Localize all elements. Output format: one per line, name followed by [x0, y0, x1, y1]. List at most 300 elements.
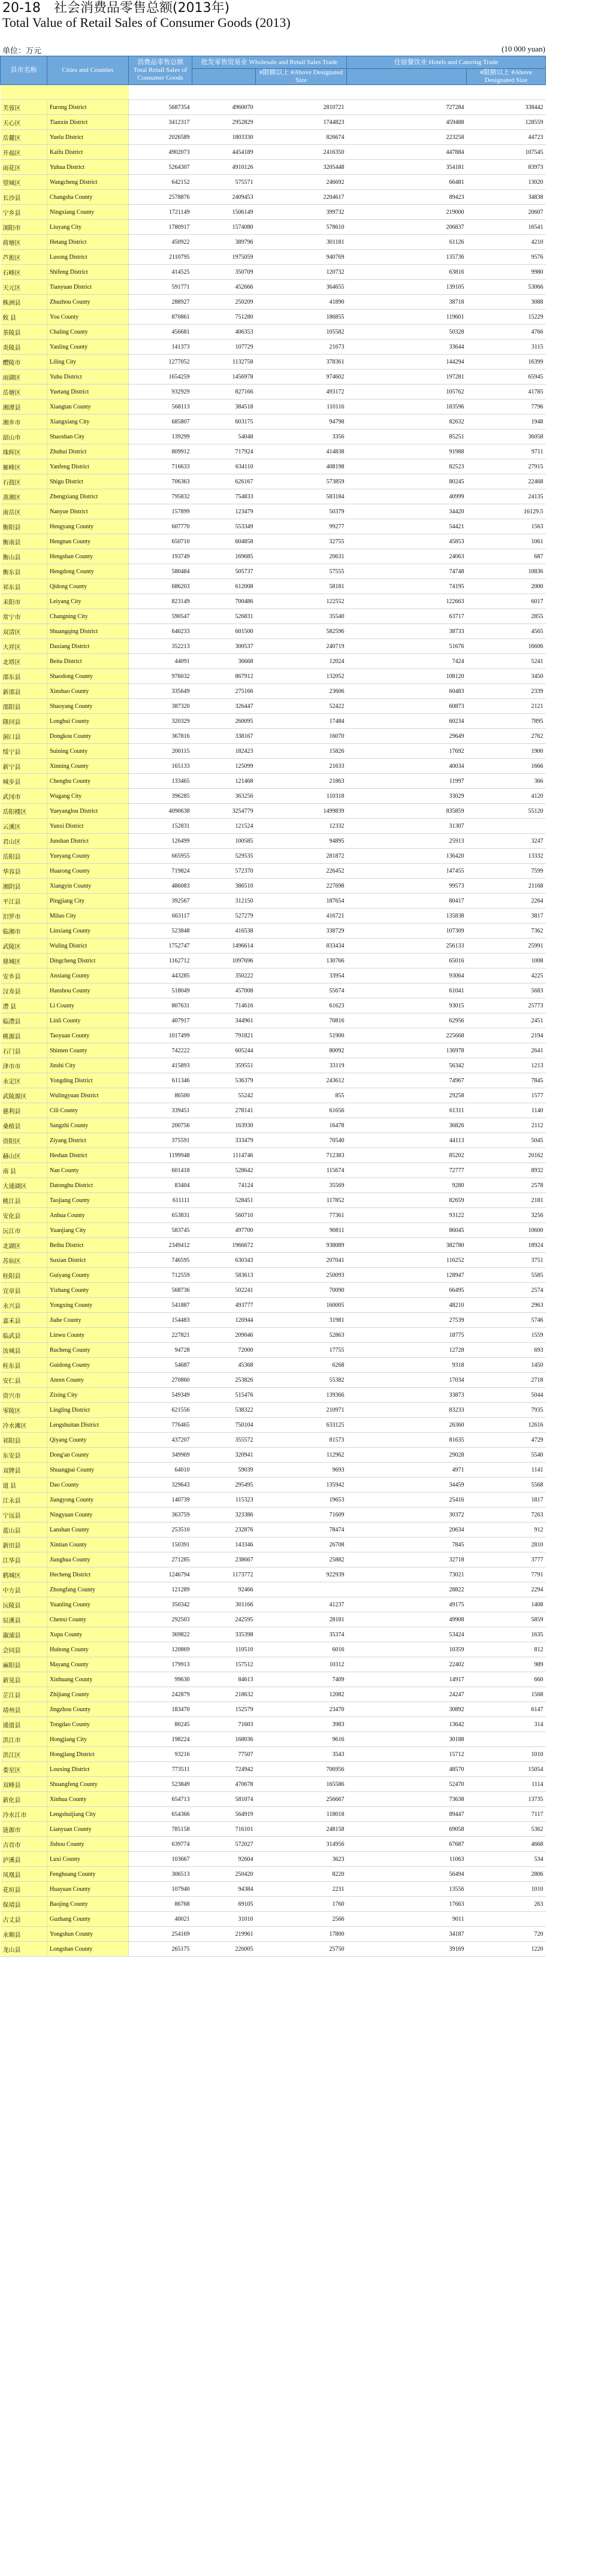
- total-retail-value: 80245: [129, 1717, 192, 1732]
- wholesale-above-quota-value: 226452: [256, 864, 347, 879]
- wholesale-above-quota-value: 32755: [256, 534, 347, 549]
- county-name-zh: 赫山区: [1, 1148, 47, 1163]
- county-name-zh: 芷江县: [1, 1687, 47, 1702]
- hotel-above-quota-value: 1140: [467, 1103, 546, 1118]
- county-name-zh: 武陵区: [1, 939, 47, 953]
- wholesale-retail-value: 406353: [192, 325, 256, 340]
- county-name-zh: 临武县: [1, 1328, 47, 1343]
- hotel-above-quota-value: 7796: [467, 399, 546, 414]
- total-retail-value: 443285: [129, 968, 192, 983]
- total-retail-value: 86500: [129, 1088, 192, 1103]
- table-row: [1, 1403, 546, 1418]
- county-name-zh: 攸 县: [1, 310, 47, 325]
- total-retail-value: 686203: [129, 579, 192, 594]
- wholesale-above-quota-value: 974602: [256, 370, 347, 385]
- total-retail-value: 1162712: [129, 953, 192, 968]
- hotel-catering-value: 11997: [347, 774, 467, 789]
- hotel-catering-value: 36826: [347, 1118, 467, 1133]
- table-row: [1, 1088, 546, 1103]
- hotel-above-quota-value: 2963: [467, 1298, 546, 1313]
- table-row: [1, 370, 546, 385]
- total-retail-value: 1246794: [129, 1567, 192, 1582]
- wholesale-above-quota-value: 55382: [256, 1373, 347, 1388]
- county-name-zh: 娄星区: [1, 1762, 47, 1777]
- wholesale-retail-value: 564919: [192, 1807, 256, 1822]
- table-row: [1, 1148, 546, 1163]
- table-row: [1, 1852, 546, 1867]
- wholesale-retail-value: 232876: [192, 1522, 256, 1537]
- hotel-above-quota-value: 7599: [467, 864, 546, 879]
- hotel-above-quota-value: 13332: [467, 849, 546, 864]
- county-name-en: Jiangyong County: [47, 1493, 129, 1508]
- wholesale-retail-value: 502241: [192, 1283, 256, 1298]
- hotel-above-quota-value: 1900: [467, 744, 546, 759]
- county-name-zh: 蒸湘区: [1, 489, 47, 504]
- county-name-zh: 宁远县: [1, 1508, 47, 1522]
- county-name-zh: 溆浦县: [1, 1627, 47, 1642]
- total-retail-value: 591771: [129, 280, 192, 295]
- county-name-zh: 安乡县: [1, 968, 47, 983]
- hotel-above-quota-value: 4120: [467, 789, 546, 804]
- hotel-above-quota-value: 34838: [467, 190, 546, 205]
- county-name-en: Yuanjiang City: [47, 1223, 129, 1238]
- wholesale-above-quota-value: 71609: [256, 1508, 347, 1522]
- hotel-catering-value: 50328: [347, 325, 467, 340]
- table-row: [1, 639, 546, 654]
- hotel-above-quota-value: 989: [467, 1657, 546, 1672]
- county-name-zh: 零陵区: [1, 1403, 47, 1418]
- total-retail-value: 367816: [129, 729, 192, 744]
- wholesale-above-quota-value: 2566: [256, 1912, 347, 1927]
- county-name-zh: 桃源县: [1, 1028, 47, 1043]
- table-row: [1, 1328, 546, 1343]
- table-row: [1, 325, 546, 340]
- page-title-en: Total Value of Retail Sales of Consumer Goods (2013): [2, 15, 291, 30]
- county-name-en: Leiyang City: [47, 594, 129, 609]
- total-retail-value: 776465: [129, 1418, 192, 1433]
- wholesale-above-quota-value: 160005: [256, 1298, 347, 1313]
- county-name-en: Linli County: [47, 1013, 129, 1028]
- county-name-en: Chengbu County: [47, 774, 129, 789]
- table-row: [1, 504, 546, 519]
- hotel-catering-value: 82523: [347, 459, 467, 474]
- wholesale-above-quota-value: 826674: [256, 130, 347, 145]
- hotel-above-quota-value: 912: [467, 1522, 546, 1537]
- wholesale-retail-value: 4960070: [192, 100, 256, 115]
- county-name-en: Hetang District: [47, 235, 129, 250]
- hotel-above-quota-value: 2264: [467, 894, 546, 909]
- hotel-above-quota-value: 1408: [467, 1597, 546, 1612]
- table-row: [1, 654, 546, 669]
- county-name-en: Heshan District: [47, 1148, 129, 1163]
- total-retail-value: 242879: [129, 1687, 192, 1702]
- county-name-en: Yunxi District: [47, 819, 129, 834]
- table-row: [1, 939, 546, 953]
- table-row: [1, 1238, 546, 1253]
- table-row: [1, 1522, 546, 1537]
- total-retail-value: 719824: [129, 864, 192, 879]
- wholesale-above-quota-value: 90811: [256, 1223, 347, 1238]
- county-name-en: Miluo City: [47, 909, 129, 924]
- wholesale-retail-value: 152579: [192, 1702, 256, 1717]
- hotel-catering-value: 85202: [347, 1148, 467, 1163]
- county-name-en: Wugang City: [47, 789, 129, 804]
- hotel-catering-value: 82632: [347, 414, 467, 429]
- total-retail-value: 120869: [129, 1642, 192, 1657]
- hotel-above-quota-value: 8932: [467, 1163, 546, 1178]
- wholesale-retail-value: 529535: [192, 849, 256, 864]
- county-name-en: Louxing District: [47, 1762, 129, 1777]
- county-name-en: Huitong County: [47, 1642, 129, 1657]
- total-retail-value: 523849: [129, 1777, 192, 1792]
- county-name-zh: 望城区: [1, 175, 47, 190]
- hotel-catering-value: 61126: [347, 235, 467, 250]
- hotel-above-quota-value: 2121: [467, 699, 546, 714]
- total-retail-value: 621556: [129, 1403, 192, 1418]
- total-retail-value: 2578876: [129, 190, 192, 205]
- hotel-above-quota-value: 2451: [467, 1013, 546, 1028]
- hotel-catering-value: 30892: [347, 1702, 467, 1717]
- table-row: [1, 1463, 546, 1478]
- hotel-above-quota-value: 15229: [467, 310, 546, 325]
- wholesale-retail-value: 1114746: [192, 1148, 256, 1163]
- wholesale-retail-value: 359551: [192, 1058, 256, 1073]
- total-retail-value: 103667: [129, 1852, 192, 1867]
- wholesale-retail-value: 626167: [192, 474, 256, 489]
- wholesale-above-quota-value: 9616: [256, 1732, 347, 1747]
- table-row: [1, 1283, 546, 1298]
- hotel-above-quota-value: 3247: [467, 834, 546, 849]
- hotel-above-quota-value: 1948: [467, 414, 546, 429]
- wholesale-retail-value: 572027: [192, 1837, 256, 1852]
- table-row: [1, 1208, 546, 1223]
- hotel-catering-value: 27539: [347, 1313, 467, 1328]
- hotel-above-quota-value: 2194: [467, 1028, 546, 1043]
- table-row: [1, 1777, 546, 1792]
- table-row: [1, 444, 546, 459]
- wholesale-retail-value: 253826: [192, 1373, 256, 1388]
- total-retail-value: 712559: [129, 1268, 192, 1283]
- wholesale-retail-value: 3254779: [192, 804, 256, 819]
- header-hotel-group: 住宿餐饮业 Hotels and Catering Trade: [347, 56, 546, 69]
- wholesale-above-quota-value: 416721: [256, 909, 347, 924]
- hotel-above-quota-value: 3088: [467, 295, 546, 310]
- hotel-above-quota-value: 2181: [467, 1193, 546, 1208]
- header-hotel-total: [347, 69, 467, 85]
- wholesale-retail-value: 363256: [192, 789, 256, 804]
- total-retail-value: 716633: [129, 459, 192, 474]
- hotel-catering-value: 22402: [347, 1657, 467, 1672]
- table-row: [1, 295, 546, 310]
- hotel-catering-value: 223258: [347, 130, 467, 145]
- wholesale-above-quota-value: 378361: [256, 355, 347, 370]
- hotel-catering-value: 128947: [347, 1268, 467, 1283]
- table-row: [1, 1792, 546, 1807]
- hotel-catering-value: 183596: [347, 399, 467, 414]
- wholesale-retail-value: 218632: [192, 1687, 256, 1702]
- wholesale-above-quota-value: 210971: [256, 1403, 347, 1418]
- hotel-catering-value: 197281: [347, 370, 467, 385]
- county-name-en: Yanfeng District: [47, 459, 129, 474]
- total-retail-value: 5687354: [129, 100, 192, 115]
- total-retail-value: 363759: [129, 1508, 192, 1522]
- wholesale-retail-value: 59039: [192, 1463, 256, 1478]
- table-row: [1, 385, 546, 399]
- county-name-zh: 花垣县: [1, 1882, 47, 1897]
- county-name-en: Shuangpai County: [47, 1463, 129, 1478]
- county-name-zh: 湘阴县: [1, 879, 47, 894]
- hotel-catering-value: 74748: [347, 564, 467, 579]
- wholesale-retail-value: 2952829: [192, 115, 256, 130]
- total-retail-value: 253510: [129, 1522, 192, 1537]
- county-name-zh: 东安县: [1, 1448, 47, 1463]
- hotel-catering-value: 66481: [347, 175, 467, 190]
- wholesale-above-quota-value: 399732: [256, 205, 347, 220]
- wholesale-above-quota-value: 408198: [256, 459, 347, 474]
- county-name-en: Shimen County: [47, 1043, 129, 1058]
- total-retail-value: 107940: [129, 1882, 192, 1897]
- hotel-above-quota-value: 1213: [467, 1058, 546, 1073]
- county-name-zh: 珠晖区: [1, 444, 47, 459]
- wholesale-above-quota-value: 256667: [256, 1792, 347, 1807]
- hotel-above-quota-value: 7935: [467, 1403, 546, 1418]
- county-name-en: Changsha County: [47, 190, 129, 205]
- total-retail-value: 870861: [129, 310, 192, 325]
- hotel-catering-value: 139105: [347, 280, 467, 295]
- wholesale-retail-value: 121524: [192, 819, 256, 834]
- hotel-catering-value: 13642: [347, 1717, 467, 1732]
- hotel-above-quota-value: 9980: [467, 265, 546, 280]
- hotel-above-quota-value: 534: [467, 1852, 546, 1867]
- wholesale-retail-value: 505737: [192, 564, 256, 579]
- header-hotel-above-quota: #限额以上 #Above Designated Size: [467, 69, 546, 85]
- hotel-catering-value: 105762: [347, 385, 467, 399]
- table-row: [1, 1912, 546, 1927]
- county-name-zh: 洞口县: [1, 729, 47, 744]
- total-retail-value: 639774: [129, 1837, 192, 1852]
- hotel-above-quota-value: 3450: [467, 669, 546, 684]
- hotel-catering-value: 51676: [347, 639, 467, 654]
- wholesale-above-quota-value: 21673: [256, 340, 347, 355]
- hotel-above-quota-value: 9711: [467, 444, 546, 459]
- wholesale-retail-value: 1506149: [192, 205, 256, 220]
- hotel-above-quota-value: 15054: [467, 1762, 546, 1777]
- wholesale-retail-value: 560710: [192, 1208, 256, 1223]
- county-name-en: Fenghuang County: [47, 1867, 129, 1882]
- table-row: [1, 1822, 546, 1837]
- total-retail-value: 54687: [129, 1358, 192, 1373]
- wholesale-above-quota-value: 70090: [256, 1283, 347, 1298]
- hotel-above-quota-value: 3751: [467, 1253, 546, 1268]
- county-name-en: Rucheng County: [47, 1343, 129, 1358]
- hotel-catering-value: 18775: [347, 1328, 467, 1343]
- wholesale-retail-value: 700486: [192, 594, 256, 609]
- hotel-catering-value: 135838: [347, 909, 467, 924]
- county-name-en: Hengyang County: [47, 519, 129, 534]
- county-name-en: You County: [47, 310, 129, 325]
- wholesale-retail-value: 219961: [192, 1927, 256, 1942]
- hotel-catering-value: 17034: [347, 1373, 467, 1388]
- wholesale-above-quota-value: [256, 1582, 347, 1597]
- county-name-zh: 凤凰县: [1, 1867, 47, 1882]
- wholesale-above-quota-value: 2204617: [256, 190, 347, 205]
- total-retail-value: 40021: [129, 1912, 192, 1927]
- hotel-above-quota-value: 55120: [467, 804, 546, 819]
- wholesale-above-quota-value: 706956: [256, 1762, 347, 1777]
- county-name-en: Xiangxiang City: [47, 414, 129, 429]
- county-name-zh: 隆回县: [1, 714, 47, 729]
- total-retail-value: 292503: [129, 1612, 192, 1627]
- table-row: [1, 1223, 546, 1238]
- table-row: [1, 160, 546, 175]
- wholesale-retail-value: 538322: [192, 1403, 256, 1418]
- wholesale-above-quota-value: 23470: [256, 1702, 347, 1717]
- county-name-en: Huayuan County: [47, 1882, 129, 1897]
- wholesale-retail-value: 754833: [192, 489, 256, 504]
- hotel-above-quota-value: 1008: [467, 953, 546, 968]
- county-name-en: Baojing County: [47, 1897, 129, 1912]
- county-name-zh: 慈利县: [1, 1103, 47, 1118]
- wholesale-above-quota-value: 3623: [256, 1852, 347, 1867]
- total-retail-value: 518049: [129, 983, 192, 998]
- hotel-catering-value: 63717: [347, 609, 467, 624]
- county-name-en: Zhengxiang District: [47, 489, 129, 504]
- county-name-zh: 韶山市: [1, 429, 47, 444]
- total-retail-value: 200756: [129, 1118, 192, 1133]
- county-name-en: Mayang County: [47, 1657, 129, 1672]
- wholesale-retail-value: 320941: [192, 1448, 256, 1463]
- hotel-catering-value: 24247: [347, 1687, 467, 1702]
- total-retail-value: 541887: [129, 1298, 192, 1313]
- total-retail-value: 665955: [129, 849, 192, 864]
- county-name-en: Nan County: [47, 1163, 129, 1178]
- total-retail-value: 2349412: [129, 1238, 192, 1253]
- wholesale-above-quota-value: 833434: [256, 939, 347, 953]
- hotel-catering-value: 225668: [347, 1028, 467, 1043]
- county-name-en: Shifeng District: [47, 265, 129, 280]
- table-row: [1, 310, 546, 325]
- hotel-catering-value: 136978: [347, 1043, 467, 1058]
- wholesale-above-quota-value: 19653: [256, 1493, 347, 1508]
- wholesale-above-quota-value: 633125: [256, 1418, 347, 1433]
- county-name-en: Lianyuan County: [47, 1822, 129, 1837]
- wholesale-above-quota-value: 120732: [256, 265, 347, 280]
- total-retail-value: 99630: [129, 1672, 192, 1687]
- county-name-en: Xupu County: [47, 1627, 129, 1642]
- wholesale-above-quota-value: 583184: [256, 489, 347, 504]
- wholesale-above-quota-value: 33954: [256, 968, 347, 983]
- table-row: [1, 1253, 546, 1268]
- hotel-catering-value: 25913: [347, 834, 467, 849]
- table-row: [1, 1567, 546, 1582]
- county-name-en: Taoyuan County: [47, 1028, 129, 1043]
- wholesale-above-quota-value: 25750: [256, 1942, 347, 1957]
- total-retail-value: 339451: [129, 1103, 192, 1118]
- wholesale-retail-value: 612008: [192, 579, 256, 594]
- hotel-above-quota-value: 1817: [467, 1493, 546, 1508]
- county-name-zh: 邵阳县: [1, 699, 47, 714]
- county-name-en: Beihu District: [47, 1238, 129, 1253]
- wholesale-retail-value: 493777: [192, 1298, 256, 1313]
- wholesale-above-quota-value: 110116: [256, 399, 347, 414]
- total-retail-value: 93216: [129, 1747, 192, 1762]
- hotel-above-quota-value: 7362: [467, 924, 546, 939]
- wholesale-above-quota-value: 578610: [256, 220, 347, 235]
- hotel-catering-value: 13556: [347, 1882, 467, 1897]
- total-retail-value: 350342: [129, 1597, 192, 1612]
- wholesale-above-quota-value: 15826: [256, 744, 347, 759]
- total-retail-value: 126499: [129, 834, 192, 849]
- hotel-above-quota-value: 2112: [467, 1118, 546, 1133]
- total-retail-value: 642152: [129, 175, 192, 190]
- hotel-above-quota-value: 1141: [467, 1463, 546, 1478]
- hotel-above-quota-value: 2762: [467, 729, 546, 744]
- wholesale-above-quota-value: 57555: [256, 564, 347, 579]
- wholesale-above-quota-value: 99277: [256, 519, 347, 534]
- county-name-en: Lanshan County: [47, 1522, 129, 1537]
- county-name-zh: 保靖县: [1, 1897, 47, 1912]
- wholesale-retail-value: 226005: [192, 1942, 256, 1957]
- wholesale-retail-value: 389796: [192, 235, 256, 250]
- county-name-en: Yizhang County: [47, 1283, 129, 1298]
- wholesale-above-quota-value: 78474: [256, 1522, 347, 1537]
- county-name-zh: 新晃县: [1, 1672, 47, 1687]
- total-retail-value: 640233: [129, 624, 192, 639]
- hotel-above-quota-value: 693: [467, 1343, 546, 1358]
- total-retail-value: 807631: [129, 998, 192, 1013]
- hotel-catering-value: 33029: [347, 789, 467, 804]
- hotel-catering-value: 24063: [347, 549, 467, 564]
- county-name-zh: 宜章县: [1, 1283, 47, 1298]
- hotel-above-quota-value: 1220: [467, 1942, 546, 1957]
- wholesale-retail-value: 714616: [192, 998, 256, 1013]
- county-name-zh: 岳阳县: [1, 849, 47, 864]
- wholesale-above-quota-value: 135942: [256, 1478, 347, 1493]
- total-retail-value: 568113: [129, 399, 192, 414]
- hotel-above-quota-value: 5568: [467, 1478, 546, 1493]
- wholesale-above-quota-value: 2231: [256, 1882, 347, 1897]
- county-name-en: Chaling County: [47, 325, 129, 340]
- total-retail-value: 133465: [129, 774, 192, 789]
- wholesale-above-quota-value: 227698: [256, 879, 347, 894]
- wholesale-retail-value: 77507: [192, 1747, 256, 1762]
- hotel-catering-value: 48210: [347, 1298, 467, 1313]
- hotel-catering-value: 38733: [347, 624, 467, 639]
- county-name-en: Hecheng District: [47, 1567, 129, 1582]
- county-name-zh: 雁峰区: [1, 459, 47, 474]
- hotel-catering-value: 99573: [347, 879, 467, 894]
- wholesale-above-quota-value: 35540: [256, 609, 347, 624]
- table-row: [1, 1687, 546, 1702]
- table-row: [1, 1597, 546, 1612]
- county-name-zh: 君山区: [1, 834, 47, 849]
- county-name-zh: 石峰区: [1, 265, 47, 280]
- wholesale-retail-value: 716101: [192, 1822, 256, 1837]
- county-name-zh: 桑植县: [1, 1118, 47, 1133]
- hotel-above-quota-value: [467, 1732, 546, 1747]
- county-name-en: Jinshi City: [47, 1058, 129, 1073]
- county-name-en: Li County: [47, 998, 129, 1013]
- total-retail-value: 150391: [129, 1537, 192, 1552]
- hotel-catering-value: 86045: [347, 1223, 467, 1238]
- county-name-en: Shaoyang County: [47, 699, 129, 714]
- hotel-above-quota-value: 13020: [467, 175, 546, 190]
- county-name-zh: 临湘市: [1, 924, 47, 939]
- hotel-catering-value: 107309: [347, 924, 467, 939]
- wholesale-above-quota-value: 80092: [256, 1043, 347, 1058]
- county-name-zh: 永顺县: [1, 1927, 47, 1942]
- county-name-zh: 临澧县: [1, 1013, 47, 1028]
